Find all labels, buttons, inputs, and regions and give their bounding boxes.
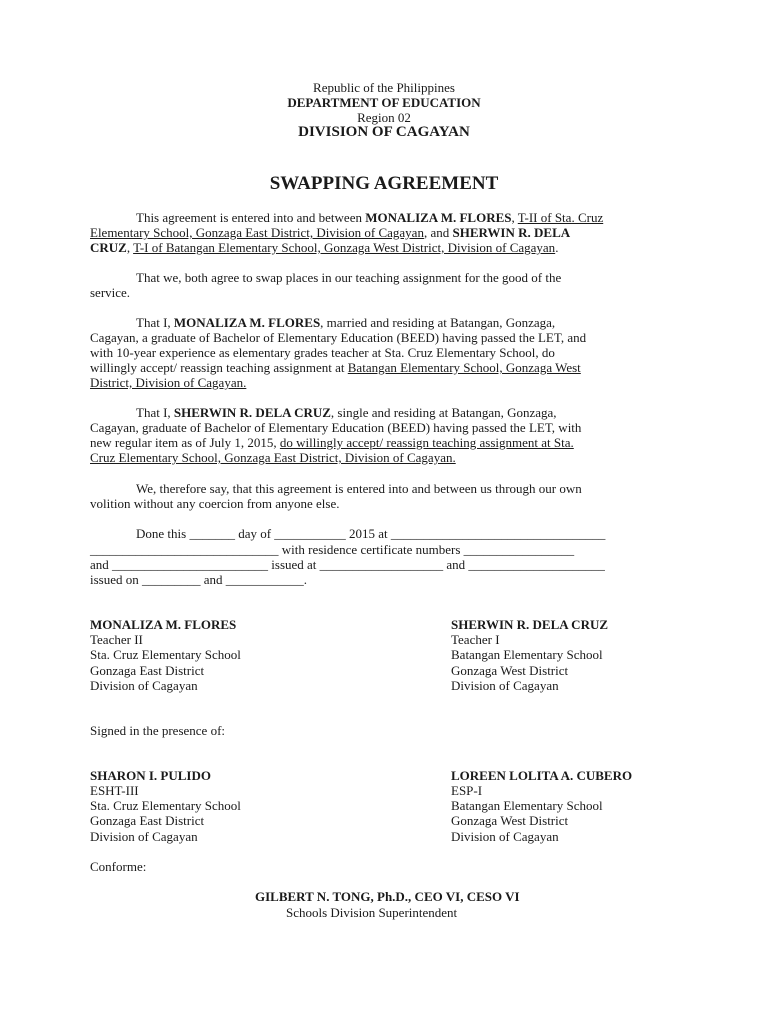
witness-right-name: LOREEN LOLITA A. CUBERO — [451, 768, 633, 783]
name-sherwin: SHERWIN R. DELA CRUZ — [173, 405, 331, 420]
signatory-right-school: Batangan Elementary School — [451, 647, 603, 662]
signatory-left-school: Sta. Cruz Elementary School — [90, 647, 241, 662]
underlined-text: T-II of Sta. Cruz — [517, 210, 604, 225]
signatory-left-name: MONALIZA M. FLORES — [90, 617, 237, 632]
text-span: new regular item as of July 1, 2015, — [90, 435, 280, 450]
paragraph-3-line-5: District, Division of Cagayan. — [90, 375, 247, 390]
paragraph-1-line-2 — [90, 225, 570, 240]
text-span: , single and residing at Batangan, Gonzaga, — [330, 405, 557, 420]
name-sherwin: SHERWIN R. DELA — [452, 225, 571, 240]
text-span: , and — [423, 225, 453, 240]
header-division: DIVISION OF CAGAYAN — [298, 124, 470, 140]
signatory-right-position: Teacher I — [451, 632, 500, 647]
done-line-1: Done this _______ day of ___________ 2015 at _________________________________ — [136, 526, 606, 541]
witness-left-district: Gonzaga East District — [90, 813, 205, 828]
paragraph-2-line-2: service. — [90, 285, 131, 300]
witness-right-division: Division of Cagayan — [451, 829, 559, 844]
text-span: That I, — [136, 405, 174, 420]
witness-left-name: SHARON I. PULIDO — [90, 768, 211, 783]
document-title: SWAPPING AGREEMENT — [269, 173, 499, 194]
witness-right-district: Gonzaga West District — [451, 813, 569, 828]
paragraph-4-line-1 — [136, 405, 557, 420]
done-line-3: and ________________________ issued at ___________________ and _____________________ — [90, 557, 605, 572]
superintendent-name: GILBERT N. TONG, Ph.D., CEO VI, CESO VI — [255, 889, 520, 904]
paragraph-3-line-2: Cagayan, a graduate of Bachelor of Elementary Education (BEED) having passed the LET, and — [90, 330, 587, 345]
paragraph-1-line-3 — [90, 240, 558, 255]
header-department: DEPARTMENT OF EDUCATION — [287, 95, 481, 110]
text-span: , — [126, 240, 134, 255]
text-span: , — [511, 210, 518, 225]
name-sherwin: CRUZ — [90, 240, 127, 255]
text-span: . — [555, 240, 559, 255]
witness-left-school: Sta. Cruz Elementary School — [90, 798, 241, 813]
signatory-right-name: SHERWIN R. DELA CRUZ — [451, 617, 609, 632]
paragraph-3-line-1 — [136, 315, 555, 330]
signatory-left-position: Teacher II — [90, 632, 143, 647]
conforme-label: Conforme: — [90, 859, 147, 874]
underlined-text: Batangan Elementary School, Gonzaga West — [347, 360, 581, 375]
witness-left-division: Division of Cagayan — [90, 829, 198, 844]
header-republic: Republic of the Philippines — [313, 80, 455, 95]
underlined-text: T-I of Batangan Elementary School, Gonzaga West District, Division of Cagayan — [133, 240, 556, 255]
underlined-text: Elementary School, Gonzaga East District, Division of Cagayan — [90, 225, 424, 240]
done-line-2: _____________________________ with residence certificate numbers _________________ — [90, 542, 575, 557]
signatory-right-district: Gonzaga West District — [451, 663, 569, 678]
witness-right-school: Batangan Elementary School — [451, 798, 603, 813]
header-region: Region 02 — [357, 110, 411, 125]
paragraph-1-line-1 — [136, 210, 603, 225]
underlined-text: do willingly accept/ reassign teaching assignment at Sta. — [279, 435, 574, 450]
name-monaliza: MONALIZA M. FLORES — [173, 315, 321, 330]
paragraph-4-line-3 — [90, 435, 574, 450]
name-monaliza: MONALIZA M. FLORES — [365, 210, 512, 225]
presence-label: Signed in the presence of: — [90, 723, 226, 738]
text-span: That I, — [136, 315, 174, 330]
done-line-4: issued on _________ and ____________. — [90, 572, 308, 587]
paragraph-3-line-4 — [90, 360, 581, 375]
text-span: willingly accept/ reassign teaching assignment at — [90, 360, 348, 375]
paragraph-2-line-1: That we, both agree to swap places in our teaching assignment for the good of the — [136, 270, 562, 285]
paragraph-5-line-1: We, therefore say, that this agreement is entered into and between us through our own — [136, 481, 582, 496]
paragraph-5-line-2: volition without any coercion from anyone else. — [90, 496, 340, 511]
witness-left-position: ESHT-III — [90, 783, 139, 798]
text-span: This agreement is entered into and between — [136, 210, 366, 225]
paragraph-4-line-2: Cagayan, graduate of Bachelor of Elementary Education (BEED) having passed the LET, with — [90, 420, 582, 435]
superintendent-title: Schools Division Superintendent — [286, 905, 458, 920]
paragraph-4-line-4: Cruz Elementary School, Gonzaga East District, Division of Cagayan. — [90, 450, 456, 465]
witness-right-position: ESP-I — [451, 783, 483, 798]
signatory-left-district: Gonzaga East District — [90, 663, 205, 678]
signatory-left-division: Division of Cagayan — [90, 678, 198, 693]
paragraph-3-line-3: with 10-year experience as elementary grades teacher at Sta. Cruz Elementary School, do — [90, 345, 555, 360]
text-span: , married and residing at Batangan, Gonzaga, — [320, 315, 556, 330]
signatory-right-division: Division of Cagayan — [451, 678, 559, 693]
